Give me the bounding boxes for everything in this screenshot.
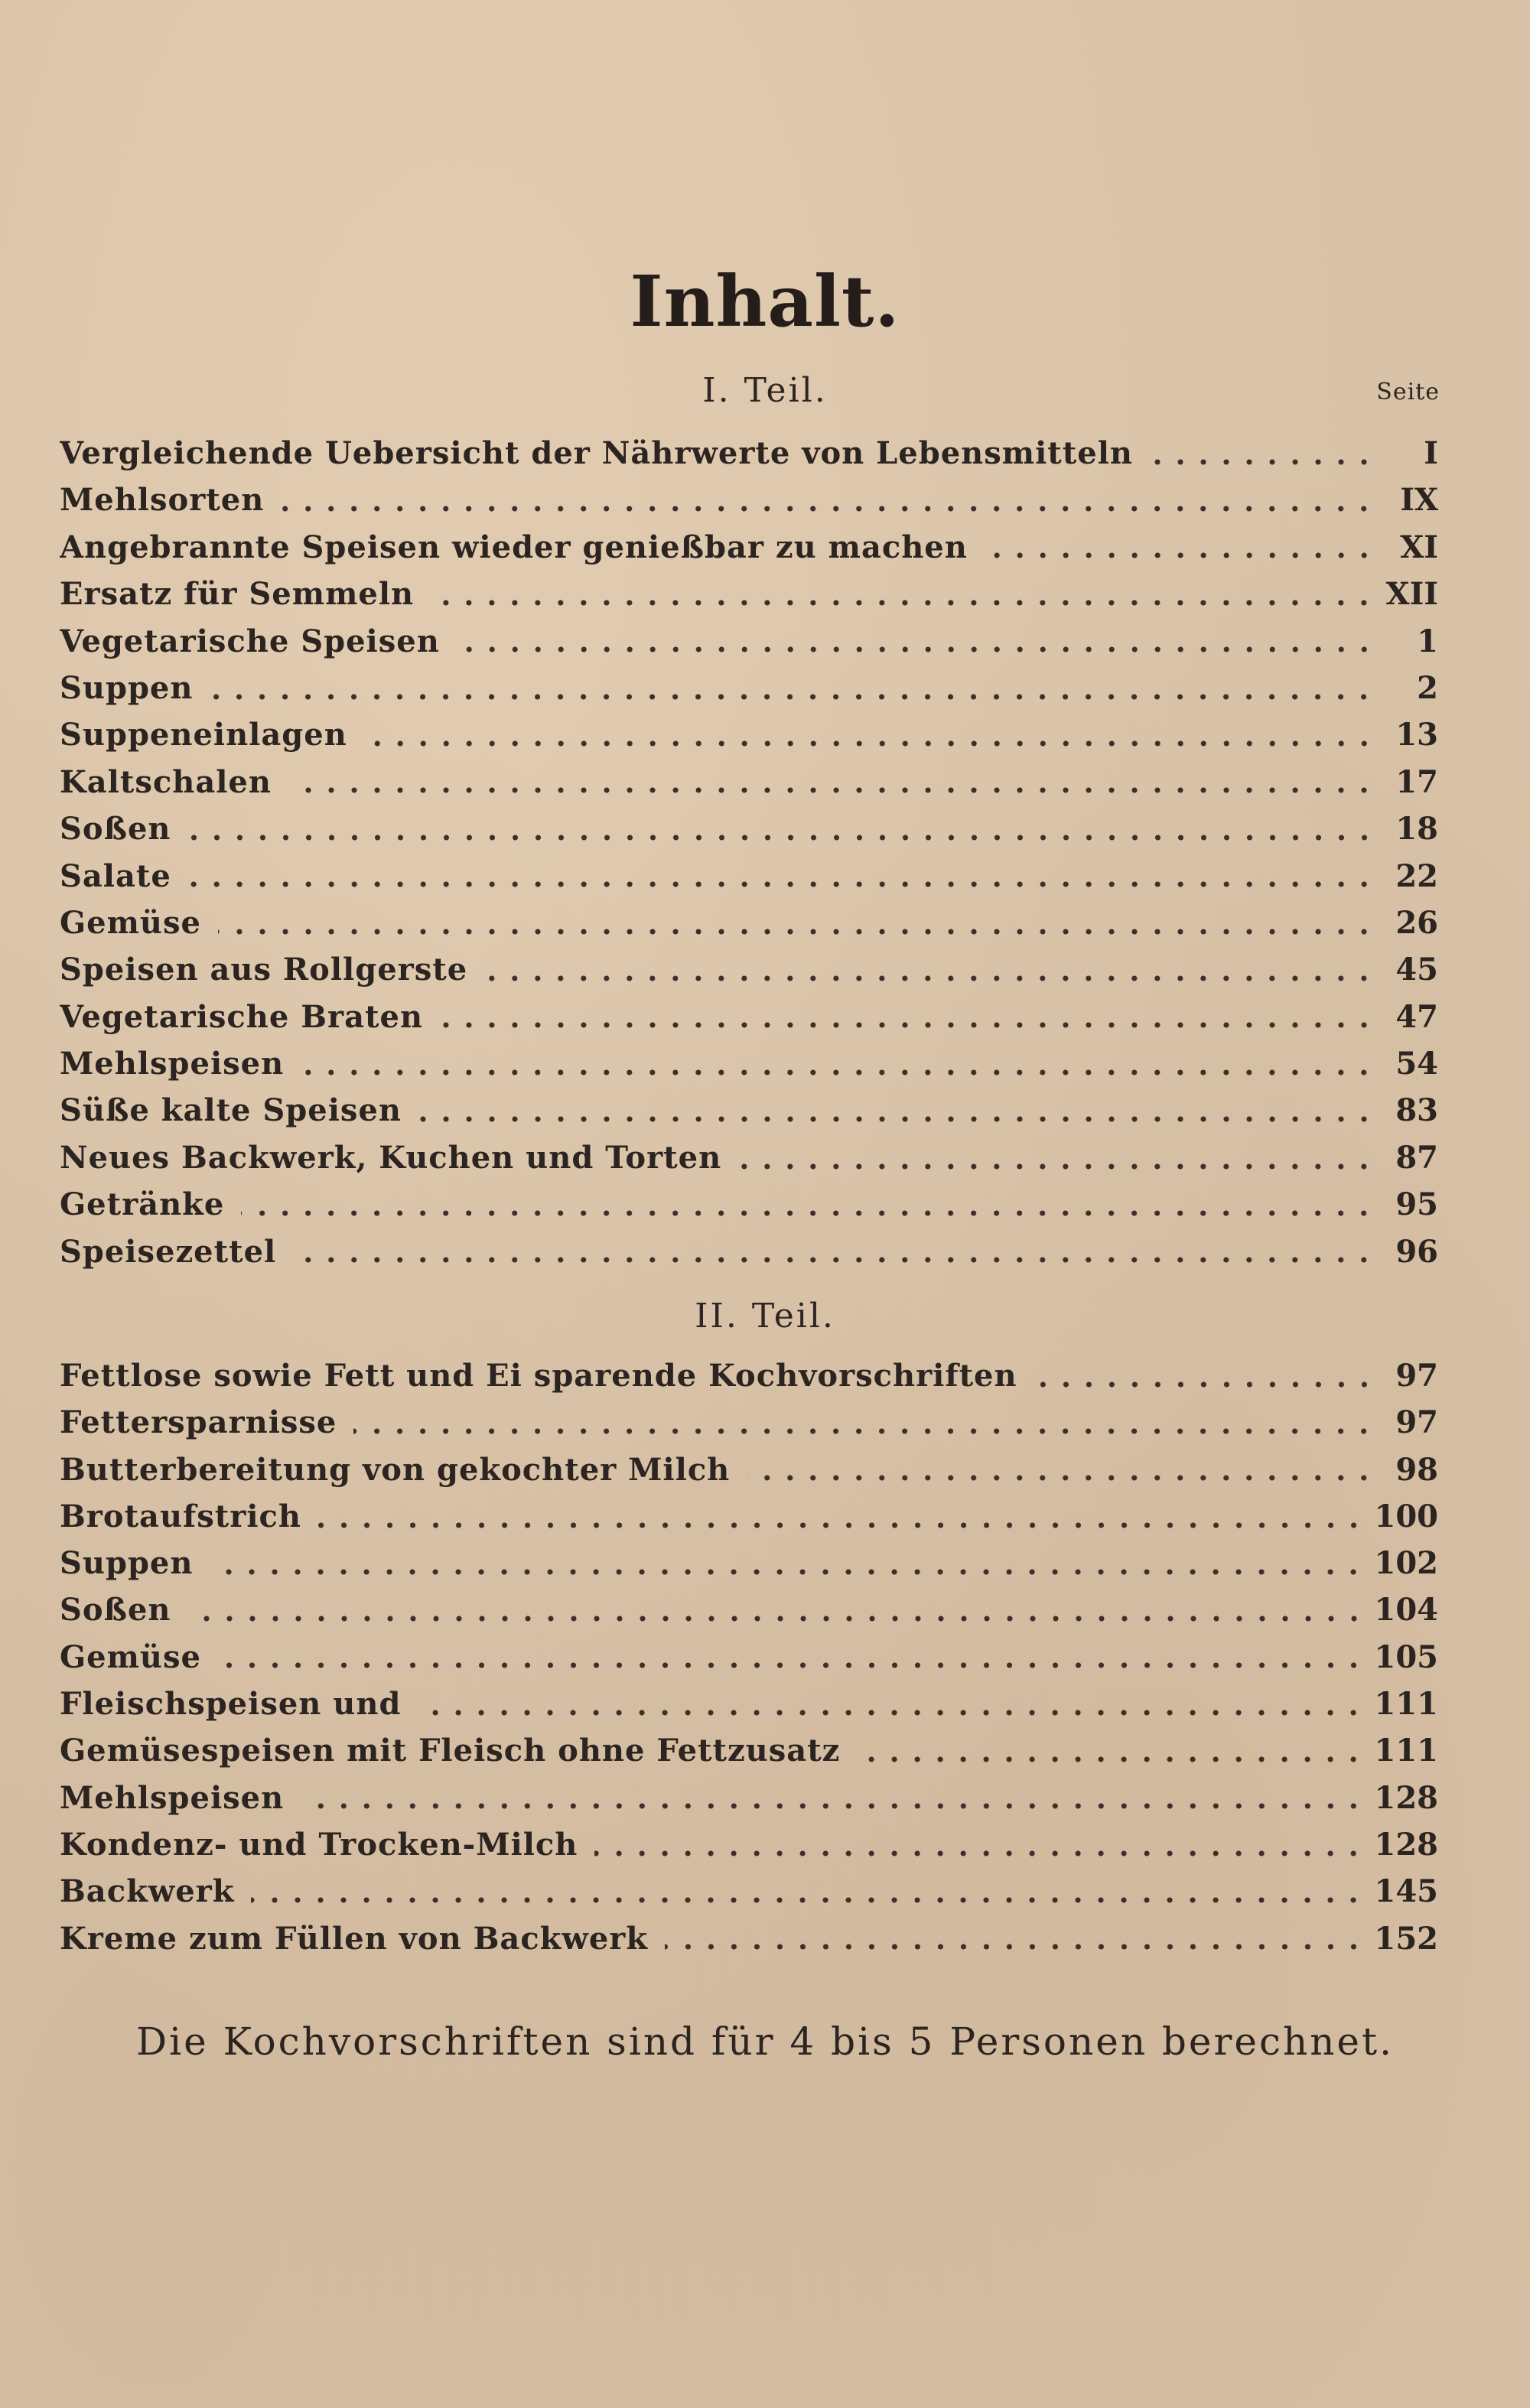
- toc-entry-label: Mehlspeisen: [60, 1779, 285, 1816]
- dot-leader: [484, 975, 1375, 982]
- toc-entry: [60, 1821, 1438, 1868]
- toc-entry-label: Kaltschalen: [60, 763, 272, 800]
- toc-entry-label: Fleischspeisen und: [60, 1686, 402, 1723]
- dot-leader: [188, 1615, 1366, 1622]
- dot-leader: [188, 880, 1375, 888]
- toc-entry-page: 87: [1395, 1139, 1438, 1176]
- toc-entry-page: 13: [1395, 717, 1438, 753]
- dot-leader: [218, 1661, 1366, 1669]
- toc-entry: [60, 1915, 1438, 1962]
- toc-entry: [60, 1586, 1438, 1633]
- toc-entry-label: Suppeneinlagen: [60, 717, 347, 753]
- toc-entry-page: 26: [1395, 904, 1438, 941]
- toc-entry: [60, 1868, 1438, 1915]
- toc-entry: [60, 1540, 1438, 1586]
- toc-entry: [60, 1087, 1438, 1134]
- toc-entry: [60, 711, 1438, 758]
- toc-entry-label: Speisen aus Rollgerste: [60, 952, 468, 988]
- toc-entry: [60, 665, 1438, 711]
- dot-leader: [281, 505, 1375, 513]
- dot-leader: [665, 1943, 1365, 1951]
- toc-entry: [60, 1228, 1438, 1275]
- toc-entry-label: Vegetarische Braten: [60, 998, 424, 1035]
- dot-leader: [210, 693, 1375, 701]
- toc-entry-label: Süße kalte Speisen: [60, 1092, 402, 1129]
- toc-entry-page: 97: [1395, 1404, 1438, 1441]
- toc-entry-label: Ersatz für Semmeln: [60, 576, 415, 613]
- toc-entry: [60, 1727, 1438, 1774]
- toc-entry-label: Fettersparnisse: [60, 1404, 337, 1441]
- toc-entry-page: 128: [1374, 1826, 1438, 1863]
- dot-leader: [301, 1802, 1365, 1810]
- dot-leader: [985, 552, 1375, 559]
- toc-entry-page: 17: [1395, 763, 1438, 800]
- dot-leader: [747, 1474, 1375, 1482]
- toc-entry: [60, 1181, 1438, 1228]
- toc-entry-label: Kreme zum Füllen von Backwerk: [60, 1920, 649, 1957]
- part-one-heading: I. Teil.: [702, 371, 828, 410]
- toc-entry: [60, 571, 1438, 617]
- dot-leader: [738, 1163, 1375, 1170]
- toc-entry-page: 104: [1374, 1592, 1438, 1629]
- toc-entry: [60, 430, 1438, 477]
- page-title: Inhalt.: [630, 260, 900, 343]
- toc-entry-label: Fettlose sowie Fett und Ei sparende Kochvorschriften: [60, 1358, 1017, 1394]
- toc-entry-label: Mehlsorten: [60, 482, 265, 519]
- toc-entry-page: 105: [1374, 1638, 1438, 1675]
- toc-entry-page: 128: [1374, 1779, 1438, 1816]
- toc-entry-label: Butterbereitung von gekochter Milch: [60, 1451, 731, 1488]
- toc-entry: [60, 994, 1438, 1040]
- dot-leader: [293, 1256, 1375, 1264]
- toc-entry: [60, 618, 1438, 665]
- toc-entry-page: 102: [1374, 1545, 1438, 1582]
- toc-entry-label: Speisezettel: [60, 1233, 277, 1270]
- toc-entry-page: 152: [1374, 1920, 1438, 1957]
- toc-entry-label: Gemüse: [60, 1638, 201, 1675]
- toc-entry-page: 98: [1395, 1451, 1438, 1488]
- toc-entry-page: 96: [1395, 1233, 1438, 1270]
- toc-entry-label: Backwerk: [60, 1873, 235, 1910]
- dot-leader: [318, 1521, 1366, 1529]
- toc-entry: [60, 1134, 1438, 1181]
- toc-entry: [60, 1352, 1438, 1399]
- part-two-heading: II. Teil.: [695, 1297, 835, 1336]
- dot-leader: [594, 1850, 1365, 1857]
- toc-entry: [60, 1493, 1438, 1540]
- dot-leader: [251, 1896, 1365, 1904]
- toc-entry-page: 47: [1395, 998, 1438, 1035]
- toc-entry-page: XII: [1385, 576, 1438, 613]
- toc-entry-page: 18: [1395, 811, 1438, 848]
- toc-entry-label: Kondenz- und Trocken-Milch: [60, 1826, 578, 1863]
- toc-entry-page: 54: [1395, 1046, 1438, 1082]
- toc-entry-label: Gemüsespeisen mit Fleisch ohne Fettzusatz: [60, 1733, 841, 1769]
- toc-entry-page: 97: [1395, 1358, 1438, 1394]
- toc-entry: [60, 1634, 1438, 1681]
- toc-entry-label: Suppen: [60, 669, 194, 706]
- dot-leader: [431, 599, 1375, 607]
- toc-entry-page: 1: [1417, 623, 1438, 659]
- toc-entry-label: Angebrannte Speisen wieder genießbar zu machen: [60, 529, 968, 565]
- toc-entry: [60, 1681, 1438, 1727]
- toc-entry: [60, 853, 1438, 900]
- toc-entry-label: Getränke: [60, 1186, 225, 1223]
- toc-entry-page: 22: [1395, 857, 1438, 894]
- toc-entry-page: 111: [1374, 1686, 1438, 1723]
- toc-entry-page: 45: [1395, 952, 1438, 988]
- toc-entry: [60, 805, 1438, 852]
- toc-entry-label: Soßen: [60, 811, 171, 848]
- toc-entry: [60, 1399, 1438, 1446]
- toc-entry-label: Salate: [60, 857, 171, 894]
- dot-leader: [210, 1568, 1365, 1576]
- toc-entry: [60, 1040, 1438, 1087]
- dot-leader: [418, 1709, 1365, 1717]
- toc-entry: [60, 759, 1438, 805]
- toc-entry-label: Suppen: [60, 1545, 194, 1582]
- footer-note: Die Kochvorschriften sind für 4 bis 5 Personen berechnet.: [136, 2019, 1394, 2064]
- toc-entry-label: Neues Backwerk, Kuchen und Torten: [60, 1139, 722, 1176]
- toc-entry: [60, 946, 1438, 993]
- toc-entry-page: 100: [1374, 1498, 1438, 1534]
- dot-leader: [364, 740, 1375, 747]
- toc-entry-page: 145: [1374, 1873, 1438, 1910]
- toc-entry-page: 2: [1417, 669, 1438, 706]
- toc-entry-page: IX: [1400, 482, 1438, 519]
- toc-entry: [60, 1446, 1438, 1493]
- dot-leader: [457, 646, 1375, 653]
- dot-leader: [301, 1069, 1375, 1076]
- dot-leader: [288, 786, 1375, 794]
- toc-entry-label: Mehlspeisen: [60, 1046, 285, 1082]
- table-of-contents-part-two: [60, 1352, 1438, 1962]
- toc-entry-page: 111: [1374, 1733, 1438, 1769]
- dot-leader: [440, 1021, 1375, 1029]
- toc-entry-page: 83: [1395, 1092, 1438, 1129]
- dot-leader: [188, 834, 1376, 841]
- dot-leader: [353, 1427, 1375, 1435]
- toc-entry-label: Vegetarische Speisen: [60, 623, 440, 659]
- dot-leader: [857, 1756, 1365, 1763]
- dot-leader: [241, 1209, 1375, 1217]
- toc-entry-label: Vergleichende Uebersicht der Nährwerte von Lebensmitteln: [60, 435, 1133, 471]
- toc-entry-label: Gemüse: [60, 904, 201, 941]
- toc-entry: [60, 477, 1438, 523]
- toc-entry: [60, 524, 1438, 571]
- dot-leader: [1034, 1381, 1375, 1388]
- toc-entry-page: 95: [1395, 1186, 1438, 1223]
- toc-entry-page: I: [1424, 435, 1438, 471]
- table-of-contents-part-one: [60, 430, 1438, 1275]
- dot-leader: [418, 1115, 1375, 1123]
- toc-entry: [60, 1775, 1438, 1821]
- toc-entry-label: Brotaufstrich: [60, 1498, 301, 1534]
- toc-entry-page: XI: [1400, 529, 1438, 565]
- dot-leader: [1150, 458, 1375, 466]
- toc-entry: [60, 900, 1438, 946]
- page-column-label: Seite: [1376, 379, 1440, 405]
- toc-entry-label: Soßen: [60, 1592, 171, 1629]
- dot-leader: [218, 928, 1375, 936]
